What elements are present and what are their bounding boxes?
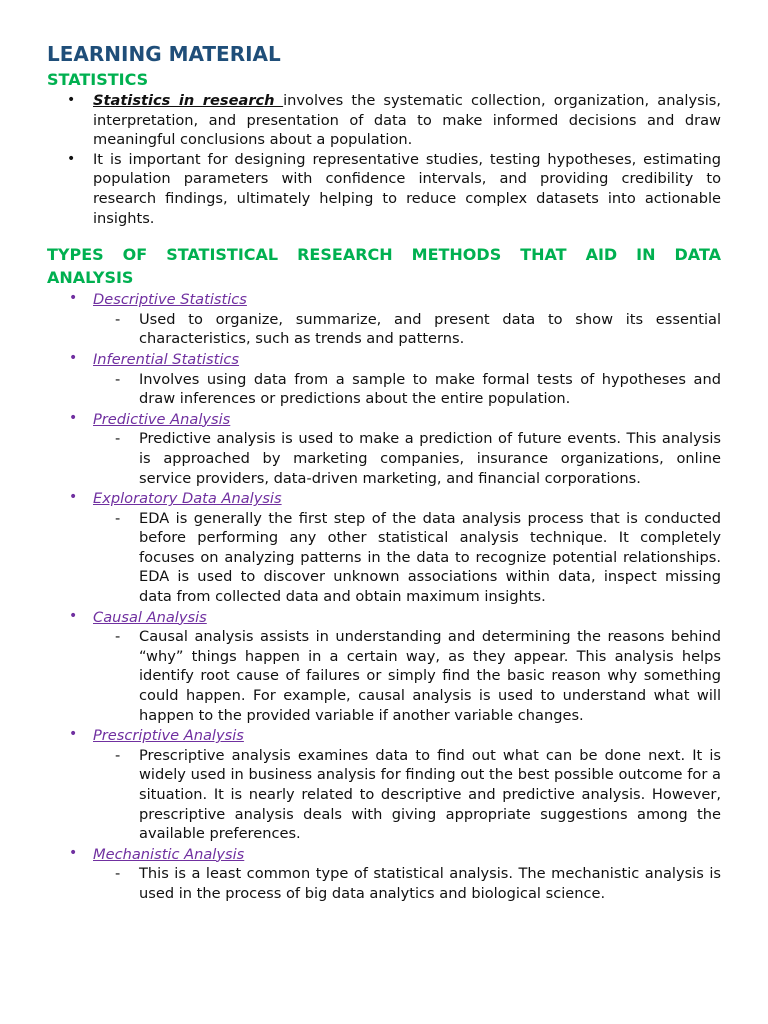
method-title-link[interactable]: Descriptive Statistics bbox=[93, 291, 247, 309]
method-title-row bbox=[47, 289, 721, 310]
bullet-icon: • bbox=[67, 92, 76, 108]
intro-item bbox=[47, 150, 721, 228]
bullet-icon: • bbox=[67, 150, 76, 167]
method-item-exploratory bbox=[47, 488, 721, 607]
bullet-icon: • bbox=[69, 409, 78, 426]
intro-term: Statistics in research bbox=[93, 92, 284, 109]
bullet-icon: • bbox=[69, 489, 78, 506]
bullet-icon: • bbox=[69, 290, 78, 307]
method-description bbox=[47, 864, 721, 903]
bullet-icon: • bbox=[69, 607, 78, 624]
method-description-text: EDA is generally the first step of the data analysis process that is conducted before performing any other statistical analysis technique. It completely focuses on analyzing patterns in the data to recognize potential relationships. EDA is used to discover unknown associations within data, inspect missing data from collected data and obtain maximum insights. bbox=[139, 509, 721, 606]
method-title-row bbox=[47, 349, 721, 370]
method-item-prescriptive bbox=[47, 725, 721, 844]
dash-icon: - bbox=[115, 865, 121, 883]
document-page bbox=[47, 42, 721, 904]
intro-text: involves the systematic collection, organization, analysis, interpretation, and presentation of data to make informed decisions and draw meaningful conclusions about a population. bbox=[93, 92, 721, 149]
dash-icon: - bbox=[115, 509, 121, 527]
method-title-link[interactable]: Predictive Analysis bbox=[93, 410, 231, 428]
method-description-text: Used to organize, summarize, and present data to show its essential characteristics, such as trends and patterns. bbox=[139, 310, 721, 348]
intro-text: It is important for designing representative studies, testing hypotheses, estimating population parameters with confidence intervals, and providing credibility to research findings, ultimately helping to reduce complex datasets into actionable insights. bbox=[93, 150, 721, 227]
method-description bbox=[47, 509, 721, 607]
method-item-causal bbox=[47, 607, 721, 726]
method-title-link[interactable]: Inferential Statistics bbox=[93, 350, 240, 368]
method-title-row bbox=[47, 607, 721, 628]
intro-item bbox=[47, 91, 721, 150]
section-heading: TYPES OF STATISTICAL RESEARCH METHODS THAT AID IN DATA ANALYSIS bbox=[47, 245, 721, 288]
intro-list bbox=[47, 91, 721, 228]
method-title-link[interactable]: Mechanistic Analysis bbox=[93, 845, 245, 863]
method-title-link[interactable]: Prescriptive Analysis bbox=[93, 727, 244, 745]
method-item-predictive bbox=[47, 409, 721, 488]
method-description bbox=[47, 310, 721, 349]
method-title-row bbox=[47, 844, 721, 865]
method-title-row bbox=[47, 409, 721, 430]
bullet-icon: • bbox=[69, 844, 78, 861]
method-title-row bbox=[47, 725, 721, 746]
method-title-link[interactable]: Causal Analysis bbox=[93, 608, 207, 626]
page-subtitle: STATISTICS bbox=[47, 70, 149, 89]
bullet-icon: • bbox=[69, 726, 78, 743]
method-description bbox=[47, 429, 721, 488]
method-item-mechanistic bbox=[47, 844, 721, 904]
method-description-text: Causal analysis assists in understanding and determining the reasons behind “why” things happen in a certain way, as they appear. This analysis helps identify root cause of failures or simply find the basic reason why something could happen. For example, causal analysis is used to understand what will happen to the provided variable if another variable changes. bbox=[139, 628, 721, 724]
bullet-icon: • bbox=[69, 349, 78, 366]
method-title-row bbox=[47, 488, 721, 509]
method-item-descriptive bbox=[47, 289, 721, 349]
page-title: LEARNING MATERIAL bbox=[47, 42, 281, 66]
method-description bbox=[47, 746, 721, 844]
dash-icon: - bbox=[115, 628, 121, 646]
method-description-text: This is a least common type of statistical analysis. The mechanistic analysis is used in the process of big data analytics and biological science. bbox=[139, 865, 721, 902]
method-list bbox=[47, 289, 721, 903]
dash-icon: - bbox=[115, 310, 121, 328]
method-description bbox=[47, 370, 721, 409]
dash-icon: - bbox=[115, 430, 121, 448]
method-description bbox=[47, 627, 721, 725]
dash-icon: - bbox=[115, 746, 121, 764]
dash-icon: - bbox=[115, 370, 121, 388]
method-item-inferential bbox=[47, 349, 721, 409]
method-description-text: Prescriptive analysis examines data to find out what can be done next. It is widely used in business analysis for finding out the best possible outcome for a situation. It is nearly related to descriptive and predictive analysis. However, prescriptive analysis deals with giving appropriate suggestions among the available preferences. bbox=[139, 746, 721, 843]
method-description-text: Involves using data from a sample to make formal tests of hypotheses and draw inferences or predictions about the entire population. bbox=[139, 370, 721, 408]
method-description-text: Predictive analysis is used to make a prediction of future events. This analysis is approached by marketing companies, insurance organizations, online service providers, data-driven marketing, and financial corporations. bbox=[139, 430, 721, 487]
method-title-link[interactable]: Exploratory Data Analysis bbox=[93, 490, 282, 508]
